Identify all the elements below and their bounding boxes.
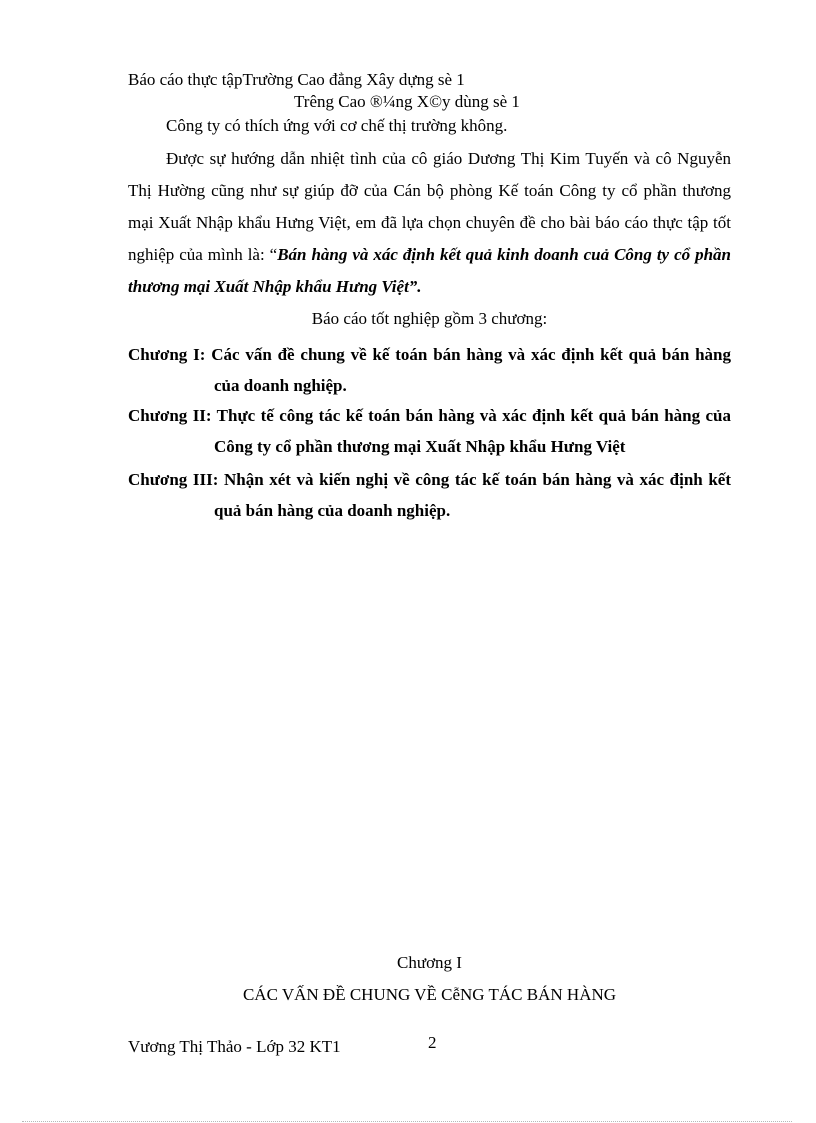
thesis-topic: Bán hàng và xác định kết quả kinh doanh cuả Công ty cổ phần thương mại Xuất Nhập khẩu Hưng Việt”. [128,245,731,296]
structure-intro: Báo cáo tốt nghiệp gồm 3 chương: [311,309,548,328]
section-title: CÁC VẤN ĐỀ CHUNG VỀ CễNG TÁC BÁN HÀNG [242,985,617,1004]
page-boundary-divider [22,1121,792,1122]
running-header-garbled: Trêng Cao ®¼ng X©y dùng sè 1 [294,92,520,111]
section-label: Chương I [397,953,462,972]
running-header: Báo cáo thực tậpTrường Cao đẳng Xây dựng sè 1 [128,70,465,89]
chapter-1-summary: Chương I: Các vấn đề chung về kế toán bán hàng và xác định kết quả bán hàng của doanh nghiệp. [128,345,731,395]
footer-author: Vương Thị Thảo - Lớp 32 KT1 [128,1037,341,1056]
paragraph-intro: Công ty có thích ứng với cơ chế thị trường không. [166,116,508,135]
chapter-2-summary: Chương II: Thực tế công tác kế toán bán hàng và xác định kết quả bán hàng của Công ty cổ phần thương mại Xuất Nhập khẩu Hưng Việt [128,406,731,456]
page-number: 2 [428,1033,437,1052]
paragraph-acknowledgement [128,143,731,303]
chapter-3-summary: Chương III: Nhận xét và kiến nghị về công tác kế toán bán hàng và xác định kết quả bán hàng của doanh nghiệp. [128,470,731,520]
acknowledgement-text: Được sự hướng dẫn nhiệt tình của cô giáo Dương Thị Kim Tuyến và cô Nguyễn Thị Hường cũng như sự giúp đỡ của Cán bộ phòng Kế toán Công ty cổ phần thương mại Xuất Nhập khẩu Hưng Việt, em đã lựa chọn chuyên đề cho bài báo cáo thực tập tốt nghiệp của mình là: “ [128,149,731,264]
